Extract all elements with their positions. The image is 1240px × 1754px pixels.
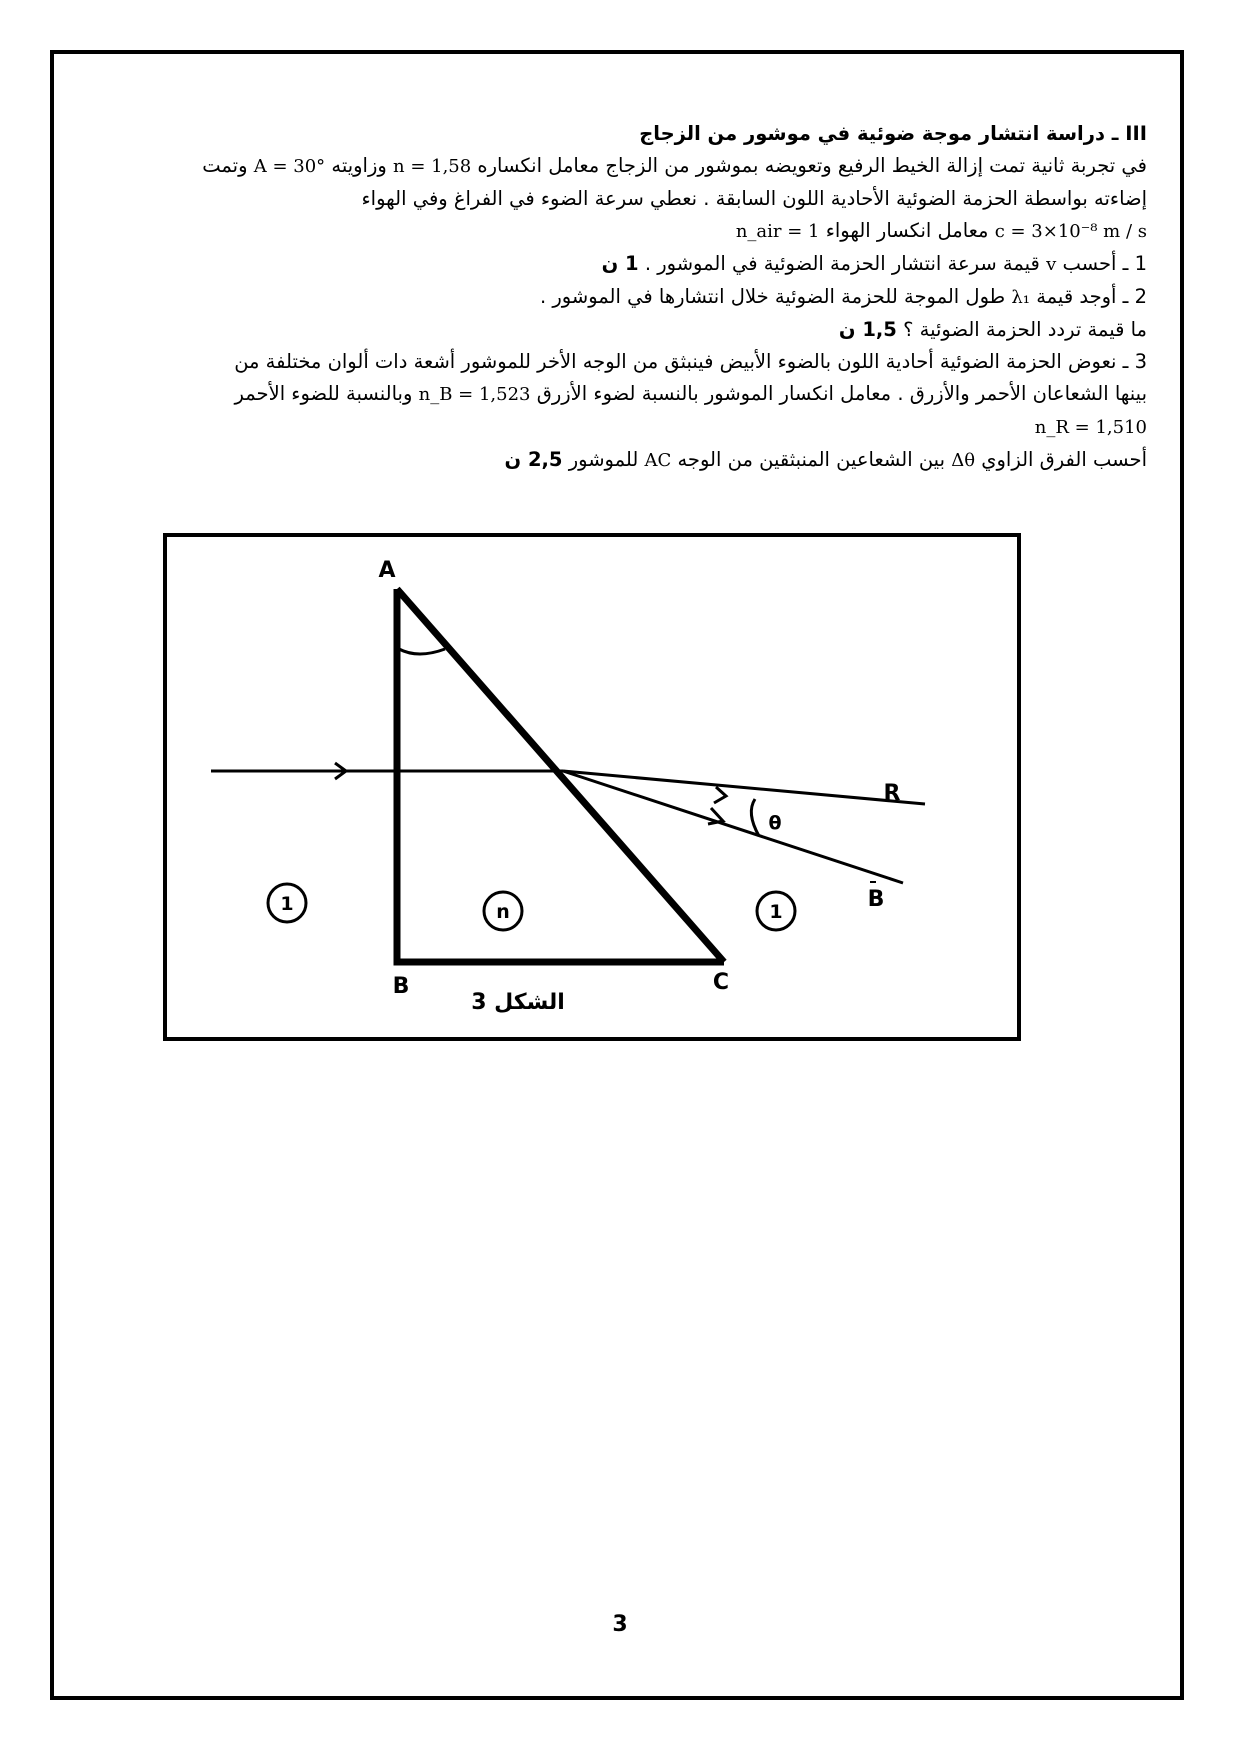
figure-caption: الشكل 3 bbox=[471, 990, 565, 1015]
intro-text-3: معامل انكسار الهواء bbox=[825, 219, 989, 242]
section-numeral: III bbox=[1125, 122, 1147, 145]
face-ac-label: AC bbox=[644, 450, 672, 471]
intro-text-1a: في تجربة ثانية تمت إزالة الخيط الرفيع وتعويضه بموشور من الزجاج معامل انكساره bbox=[477, 154, 1147, 177]
medium-right-label: 1 bbox=[769, 901, 783, 923]
intro-text-1c: وتمت bbox=[202, 154, 248, 177]
ray-b-label: B bbox=[867, 887, 885, 912]
document-body bbox=[92, 118, 1147, 477]
q3-text-2b: وبالنسبة للضوء الأحمر bbox=[234, 382, 413, 405]
theta-label: θ bbox=[768, 812, 782, 834]
question-3-line-4 bbox=[92, 444, 1147, 477]
vertex-a-label: A bbox=[378, 558, 396, 583]
question-3-line-2 bbox=[92, 378, 1147, 411]
q1-variable: v bbox=[1046, 254, 1057, 275]
question-3-line-1: 3 ـ نعوض الحزمة الضوئية أحادية اللون بالضوء الأبيض فينبثق من الوجه الأخر للموشور أشعة دات ألوان مختلفة من bbox=[234, 350, 1147, 373]
page-number: 3 bbox=[612, 1612, 628, 1637]
q1-text-b: قيمة سرعة انتشار الحزمة الضوئية في الموشور . bbox=[644, 252, 1040, 275]
delta-theta-symbol: Δθ bbox=[951, 450, 976, 471]
section-title bbox=[92, 118, 1147, 150]
q3-text-4b: بين الشعاعين المنبثقين من الوجه bbox=[677, 448, 945, 471]
question-3-line-3 bbox=[92, 411, 1147, 444]
vertex-b-label: B bbox=[392, 974, 410, 999]
medium-left-label: 1 bbox=[280, 893, 294, 915]
intro-line-1 bbox=[92, 150, 1147, 183]
red-index-value: n_R = 1,510 bbox=[1034, 417, 1147, 438]
q3-text-2a: بينها الشعاعان الأحمر والأزرق . معامل انكسار الموشور بالنسبة لضوء الأزرق bbox=[536, 382, 1147, 405]
q2-text-c: ما قيمة تردد الحزمة الضوئية ؟ bbox=[903, 318, 1147, 341]
q3-points: 2,5 ن bbox=[504, 448, 563, 471]
vertex-c-label: C bbox=[712, 970, 730, 995]
medium-prism-label: n bbox=[496, 901, 510, 923]
light-speed-value: c = 3×10⁻⁸ m / s bbox=[994, 221, 1147, 242]
q2-variable: λ₁ bbox=[1011, 287, 1030, 308]
prism-angle-value: A = 30° bbox=[253, 156, 326, 177]
question-2 bbox=[92, 281, 1147, 314]
section-title-text: ـ دراسة انتشار موجة ضوئية في موشور من الزجاج bbox=[639, 122, 1119, 145]
q3-text-4a: أحسب الفرق الزاوي bbox=[981, 448, 1147, 471]
prism-figure bbox=[163, 533, 1021, 1041]
q2-text-b: طول الموجة للحزمة الضوئية خلال انتشارها في الموشور . bbox=[539, 285, 1006, 308]
q2-text-a: 2 ـ أوجد قيمة bbox=[1036, 285, 1147, 308]
refractive-index-value: n = 1,58 bbox=[393, 156, 472, 177]
q3-text-4c: للموشور bbox=[568, 448, 639, 471]
intro-line-3 bbox=[92, 215, 1147, 248]
question-2-frequency bbox=[92, 314, 1147, 346]
air-index-value: n_air = 1 bbox=[735, 221, 820, 242]
q1-points: 1 ن bbox=[601, 252, 639, 275]
ray-r-label: R bbox=[883, 781, 901, 806]
intro-text-1b: وزاويته bbox=[331, 154, 387, 177]
blue-index-value: n_B = 1,523 bbox=[418, 384, 531, 405]
q2-points: 1,5 ن bbox=[838, 318, 897, 341]
intro-line-2: إضاءته بواسطة الحزمة الضوئية الأحادية اللون السابقة . نعطي سرعة الضوء في الفراغ وفي الهواء bbox=[361, 187, 1147, 210]
q1-text-a: 1 ـ أحسب bbox=[1062, 252, 1147, 275]
question-1 bbox=[92, 248, 1147, 281]
